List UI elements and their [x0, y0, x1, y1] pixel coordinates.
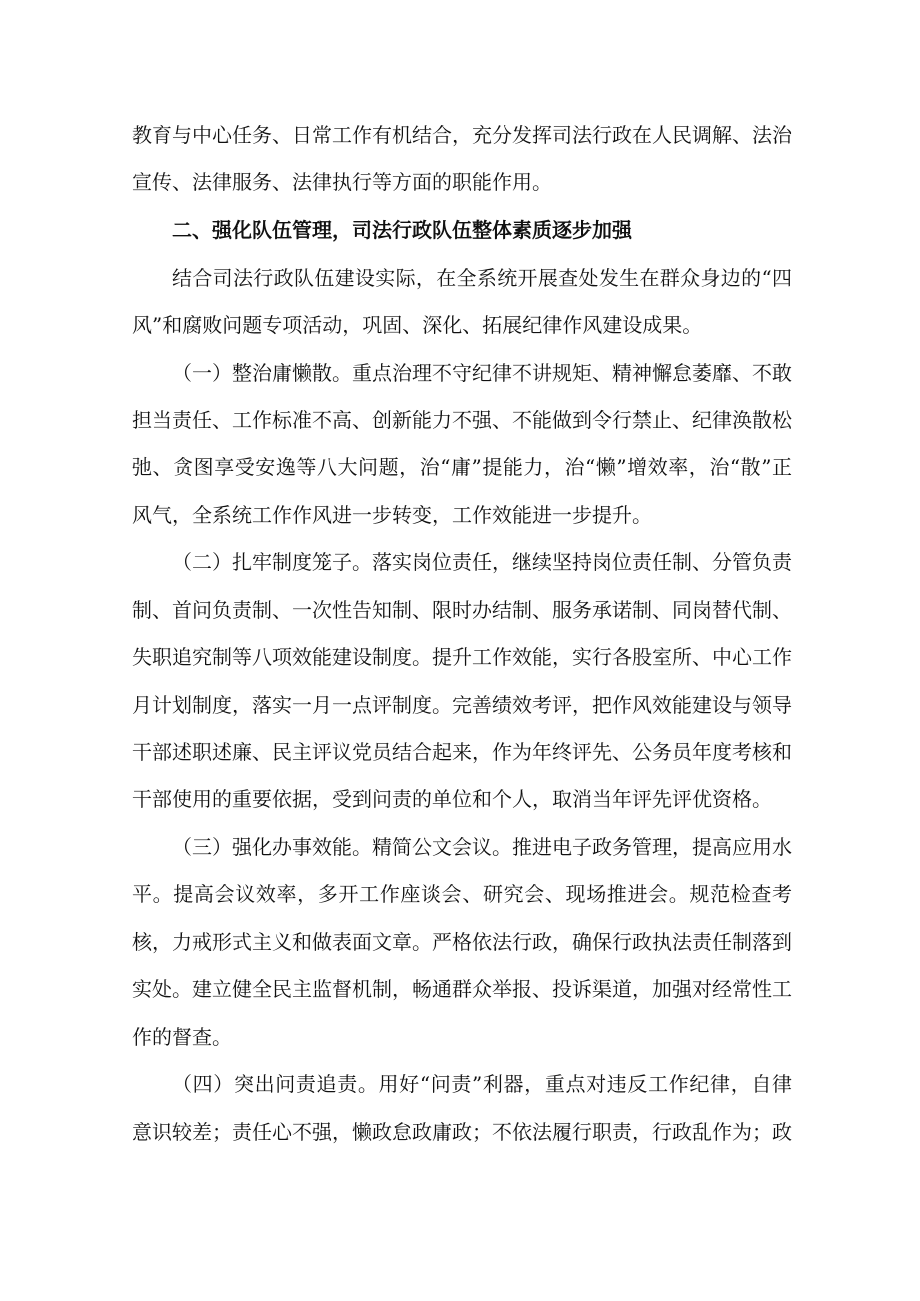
- paragraph-item-2: （二）扎牢制度笼子。落实岗位责任，继续坚持岗位责任制、分管负责制、首问负责制、一次性告知制、限时办结制、服务承诺制、同岗替代制、失职追究制等八项效能建设制度。提升工作效能，实行各股室所、中心工作月计划制度，落实一月一点评制度。完善绩效考评，把作风效能建设与领导干部述职述廉、民主评议党员结合起来，作为年终评先、公务员年度考核和干部使用的重要依据，受到问责的单位和个人，取消当年评先评优资格。: [132, 550, 792, 812]
- section-heading: 二、强化队伍管理，司法行政队伍整体素质逐步加强: [172, 218, 632, 242]
- paragraph-item-3: （三）强化办事效能。精简公文会议。推进电子政务管理，提高应用水平。提高会议效率，多开工作座谈会、研究会、现场推进会。规范检查考核，力戒形式主义和做表面文章。严格依法行政，确保行政执法责任制落到实处。建立健全民主监督机制，畅通群众举报、投诉渠道，加强对经常性工作的督查。: [132, 835, 792, 1049]
- paragraph-intro: 结合司法行政队伍建设实际，在全系统开展查处发生在群众身边的“四风”和腐败问题专项活动，巩固、深化、拓展纪律作风建设成果。: [132, 265, 792, 337]
- paragraph-item-1: （一）整治庸懒散。重点治理不守纪律不讲规矩、精神懈怠萎靡、不敢担当责任、工作标准不高、创新能力不强、不能做到令行禁止、纪律涣散松弛、贪图享受安逸等八大问题，治“庸”提能力，治“懒”增效率，治“散”正风气，全系统工作作风进一步转变，工作效能进一步提升。: [132, 360, 792, 527]
- document-body: [132, 112, 792, 1156]
- paragraph-item-4: （四）突出问责追责。用好“问责”利器，重点对违反工作纪律，自律意识较差；责任心不强，懒政怠政庸政；不依法履行职责，行政乱作为；政: [132, 1072, 792, 1144]
- paragraph-continuation: 教育与中心任务、日常工作有机结合，充分发挥司法行政在人民调解、法治宣传、法律服务、法律执行等方面的职能作用。: [132, 123, 792, 195]
